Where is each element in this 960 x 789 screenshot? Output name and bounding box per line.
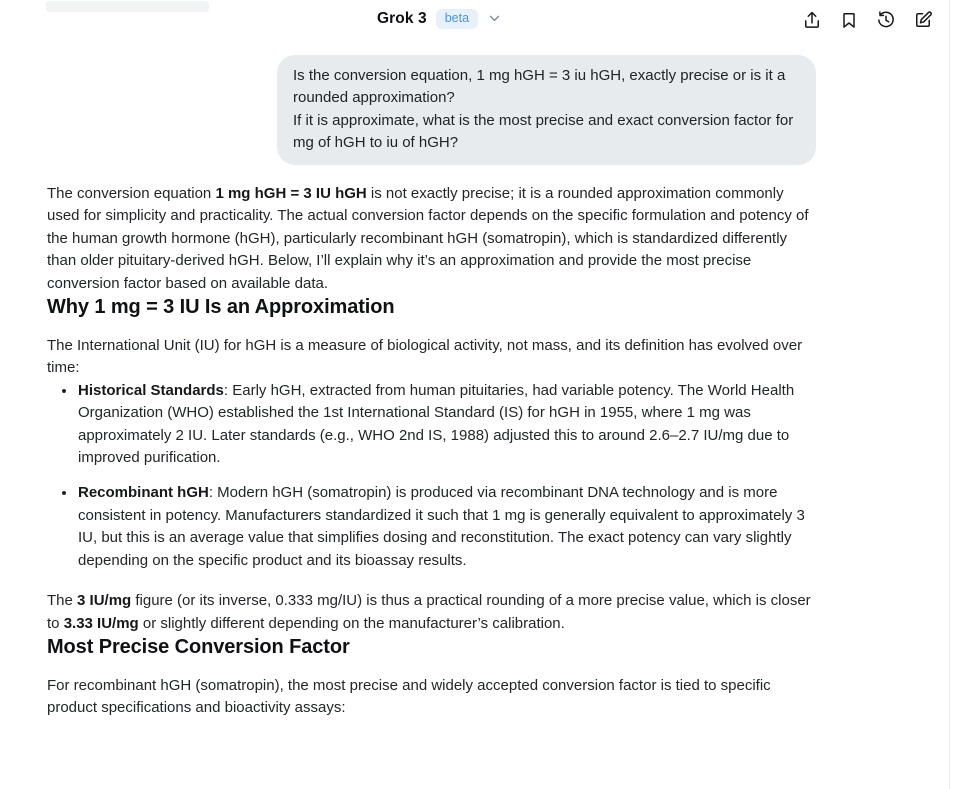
bookmark-icon	[839, 10, 859, 30]
user-message-line: Is the conversion equation, 1 mg hGH = 3 iu hGH, exactly precise or is it a rounded approximation?	[293, 67, 786, 107]
user-message-bubble	[277, 55, 816, 165]
header-actions	[801, 9, 934, 31]
answer-paragraph-intro: The conversion equation 1 mg hGH = 3 IU hGH is not exactly precise; it is a rounded approximation commonly used for simplicity and practicality. The actual conversion factor depends on the specific formulation and potency of the human growth hormone (hGH), particularly recombinant hGH (somatropin), which is standardized differently than older pituitary-derived hGH. Below, I’ll explain why it’s an approximation and provide the most precise conversion factor based on available data.	[47, 185, 809, 292]
chat-title-redacted	[46, 1, 209, 12]
list-item-recombinant-hgh: • Recombinant hGH: Modern hGH (somatropin) is produced via recombinant DNA technology and is more consistent in potency. Manufacturers standardized it such that 1 mg is generally equivalent to approximately 3 IU, but this is an average value that simplifies dosing and reconstitution. The exact potency can vary slightly depending on the specific product and its bioassay results.	[77, 482, 817, 572]
assistant-response	[47, 183, 817, 720]
beta-badge: beta	[436, 9, 478, 29]
bookmark-button[interactable]	[838, 9, 860, 31]
answer-paragraph-iu-definition: The International Unit (IU) for hGH is a measure of biological activity, not mass, and its definition has evolved over time:	[47, 337, 803, 377]
compose-icon	[913, 10, 933, 30]
answer-bullet-list	[47, 380, 817, 572]
user-message-line: If it is approximate, what is the most precise and exact conversion factor for mg of hGH to iu of hGH?	[293, 111, 794, 152]
model-selector[interactable]	[377, 9, 502, 29]
model-title: Grok 3	[377, 9, 427, 27]
history-icon	[876, 10, 896, 30]
section-heading-approximation: Why 1 mg = 3 IU Is an Approximation	[47, 296, 395, 319]
share-icon	[802, 10, 822, 30]
list-item-historical-standards: • Historical Standards: Early hGH, extracted from human pituitaries, had variable potency. The World Health Organization (WHO) established the 1st International Standard (IS) for hGH in 1955, where 1 mg was approximately 2 IU. Later standards (e.g., WHO 2nd IS, 1988) adjusted this to around 2.6–2.7 IU/mg due to improved purification.	[77, 380, 817, 470]
compose-button[interactable]	[912, 9, 934, 31]
history-button[interactable]	[875, 9, 897, 31]
scrollbar-track-divider	[949, 0, 950, 789]
chevron-down-icon	[487, 11, 502, 26]
header-bar	[0, 0, 960, 44]
answer-paragraph-rounding: The 3 IU/mg figure (or its inverse, 0.333 mg/IU) is thus a practical rounding of a more precise value, which is closer to 3.33 IU/mg or slightly different depending on the manufacturer’s calibration.	[47, 592, 811, 632]
share-button[interactable]	[801, 9, 823, 31]
section-heading-precise-factor: Most Precise Conversion Factor	[47, 635, 350, 658]
answer-paragraph-product-specs: For recombinant hGH (somatropin), the most precise and widely accepted conversion factor is tied to specific product specifications and bioactivity assays:	[47, 676, 771, 717]
